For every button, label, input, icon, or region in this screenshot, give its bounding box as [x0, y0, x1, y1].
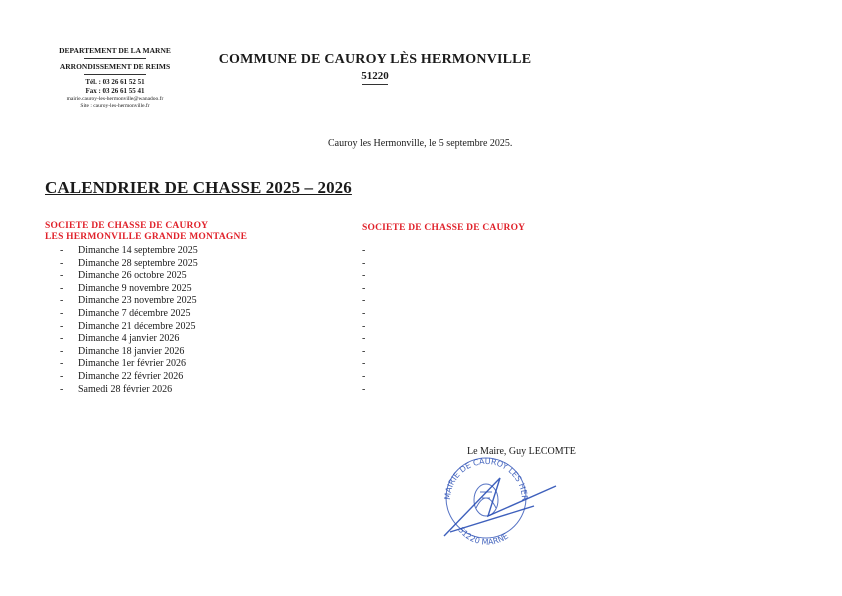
fax-number: Fax : 03 26 61 55 41 [85, 87, 145, 95]
hunt-date: Samedi 28 février 2026 [78, 383, 173, 395]
hunt-date: Dimanche 21 décembre 2025 [78, 320, 196, 332]
postcode: 51220 [361, 70, 389, 82]
svg-text:51220 MARNE: 51220 MARNE [456, 525, 511, 547]
page-title: CALENDRIER DE CHASSE 2025 – 2026 [45, 178, 352, 197]
arrondissement-label: ARRONDISSEMENT DE REIMS [59, 62, 171, 71]
empty-date-dash: - [362, 307, 366, 319]
society-name-line1: SOCIETE DE CHASSE DE CAUROY [45, 221, 209, 231]
list-item: - Dimanche 28 septembre 2025 [60, 257, 198, 269]
date-line: Cauroy les Hermonville, le 5 septembre 2025. [328, 138, 513, 149]
empty-date-dash: - [362, 345, 366, 357]
right-dates-list [362, 245, 365, 396]
empty-date-dash: - [362, 320, 366, 332]
phone-number: Tél. : 03 26 61 52 51 [85, 78, 145, 86]
email-address: mairie.cauroy-les-hermonville@wanadoo.fr [66, 96, 164, 102]
hunt-date: Dimanche 28 septembre 2025 [78, 257, 198, 269]
divider [84, 74, 146, 75]
society-heading-left [45, 221, 247, 243]
mayor-signature-label: Le Maire, Guy LECOMTE [467, 446, 576, 457]
empty-date-dash: - [362, 358, 366, 370]
divider [84, 58, 146, 59]
mairie-contact-block [40, 46, 190, 110]
hunt-date: Dimanche 4 janvier 2026 [78, 333, 180, 345]
department-label: DEPARTEMENT DE LA MARNE [59, 46, 171, 55]
empty-date-dash: - [362, 370, 366, 382]
hunting-dates-list [60, 245, 198, 396]
hunt-date: Dimanche 26 octobre 2025 [78, 270, 187, 282]
list-item: - Dimanche 14 septembre 2025 [60, 245, 198, 256]
hunt-date: Dimanche 1er février 2026 [78, 358, 187, 370]
mairie-stamp [430, 448, 570, 553]
list-item: - Samedi 28 février 2026 [60, 383, 173, 395]
hunt-date: Dimanche 18 janvier 2026 [78, 345, 185, 357]
society-name-line2: LES HERMONVILLE GRANDE MONTAGNE [45, 232, 248, 242]
empty-date-dash: - [362, 295, 366, 307]
commune-name: COMMUNE DE CAUROY LÈS HERMONVILLE [218, 52, 532, 67]
hunt-date: Dimanche 7 décembre 2025 [78, 307, 191, 319]
list-item: - Dimanche 26 octobre 2025 [60, 270, 187, 282]
website: Site : cauroy-les-hermonville.fr [80, 103, 150, 109]
stamp-seal-icon [430, 448, 570, 548]
list-item: - Dimanche 21 décembre 2025 [60, 320, 196, 332]
society-heading-right: SOCIETE DE CHASSE DE CAUROY [362, 223, 526, 233]
list-item: - Dimanche 23 novembre 2025 [60, 295, 197, 307]
hunt-date: Dimanche 22 février 2026 [78, 370, 184, 382]
empty-date-dash: - [362, 245, 366, 256]
list-item: - Dimanche 1er février 2026 [60, 358, 187, 370]
divider [362, 84, 388, 85]
empty-date-dash: - [362, 333, 366, 345]
list-item: - Dimanche 4 janvier 2026 [60, 333, 180, 345]
svg-text:MAIRIE DE CAUROY LES HERMONVIL: MAIRIE DE CAUROY LES HER [442, 456, 530, 501]
list-item: - Dimanche 22 février 2026 [60, 370, 184, 382]
list-item: - Dimanche 9 novembre 2025 [60, 282, 192, 294]
hunt-date: Dimanche 9 novembre 2025 [78, 282, 192, 294]
list-item: - Dimanche 7 décembre 2025 [60, 307, 191, 319]
empty-date-dash: - [362, 270, 366, 282]
empty-date-dash: - [362, 383, 366, 395]
hunt-date: Dimanche 23 novembre 2025 [78, 295, 197, 307]
commune-header [210, 52, 540, 85]
list-item: - Dimanche 18 janvier 2026 [60, 345, 185, 357]
empty-date-dash: - [362, 282, 366, 294]
empty-date-dash: - [362, 257, 366, 269]
hunt-date: Dimanche 14 septembre 2025 [78, 245, 198, 256]
